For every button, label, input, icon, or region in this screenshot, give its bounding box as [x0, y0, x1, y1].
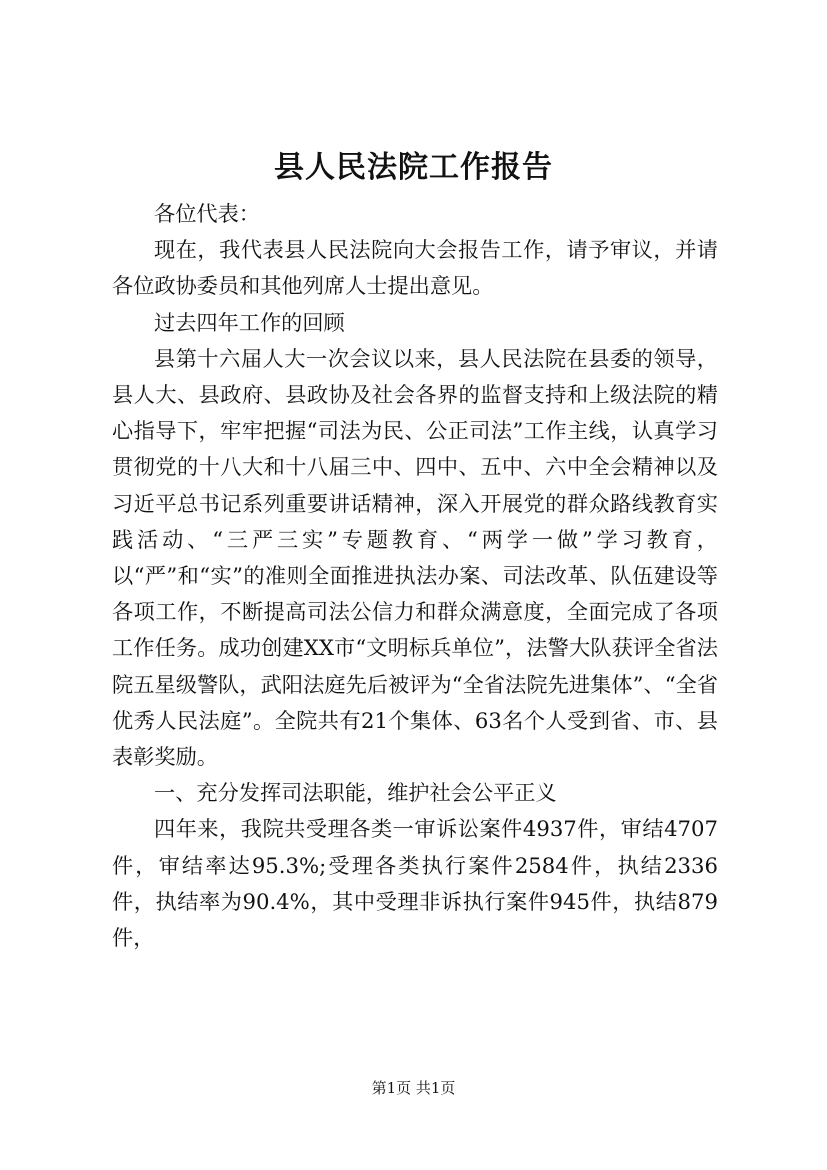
subsection-heading: 一、充分发挥司法职能，维护社会公平正义: [154, 780, 557, 806]
review-paragraph: 县第十六届人大一次会议以来，县人民法院在县委的领导，县人大、县政府、县政协及社会各界的监督支持和上级法院的精心指导下，牢牢把握“司法为民、公正司法”工作主线，认真学习贯彻党的十八大和十八届三中、四中、五中、六中全会精神以及习近平总书记系列重要讲话精神，深入开展党的群众路线教育实践活动、“三严三实”专题教育、“两学一做”学习教育，以“严”和“实”的准则全面推进执法办案、司法改革、队伍建设等各项工作，不断提高司法公信力和群众满意度，全面完成了各项工作任务。成功创建XX市“文明标兵单位”，法警大队获评全省法院五星级警队，武阳法庭先后被评为“全省法院先进集体”、“全省优秀人民法庭”。全院共有21个集体、63名个人受到省、市、县表彰奖励。: [112, 345, 718, 770]
section-heading: 过去四年工作的回顾: [154, 309, 345, 335]
document-title: 县人民法院工作报告: [274, 150, 553, 185]
page-footer: 第1页 共1页: [371, 1079, 456, 1097]
document-body: [112, 196, 718, 956]
salutation-paragraph: 各位代表：: [154, 201, 260, 226]
statistics-paragraph: 四年来，我院共受理各类一审诉讼案件4937件，审结4707件，审结率达95.3%;受理各类执行案件2584件，执结2336件，执结率为90.4%，其中受理非诉执行案件945件，执结879件，: [112, 816, 718, 951]
opening-paragraph: 现在，我代表县人民法院向大会报告工作，请予审议，并请各位政协委员和其他列席人士提出意见。: [112, 237, 718, 299]
